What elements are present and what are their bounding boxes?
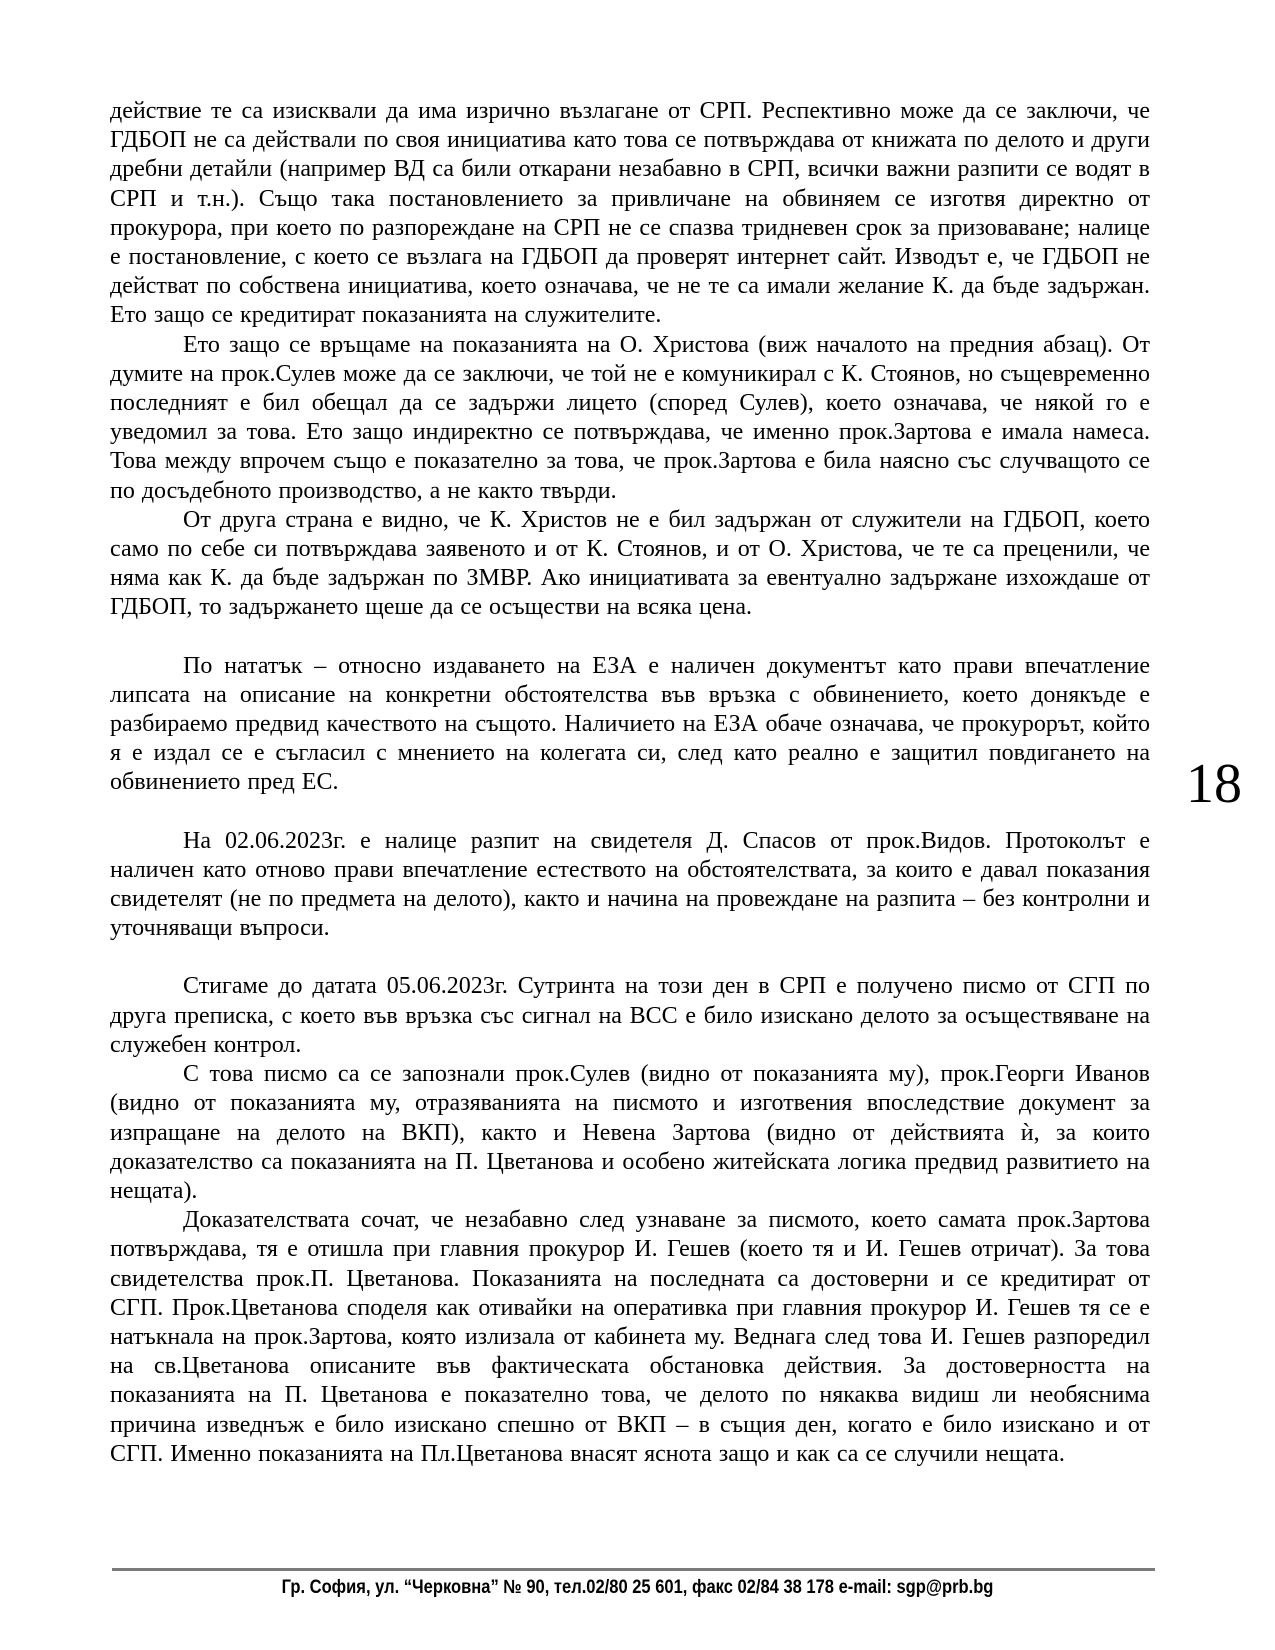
body-paragraph-5: На 02.06.2023г. е налице разпит на свидетеля Д. Спасов от прок.Видов. Протоколът е наличен като отново прави впечатление естеството на обстоятелствата, за които е давал показания свидетелят (не по предмета на делото), както и начина на провеждане на разпита – без контролни и уточняващи въпроси.: [110, 827, 1150, 942]
body-paragraph-2: Ето защо се връщаме на показанията на О. Христова (виж началото на предния абзац). От думите на прок.Сулев може да се заключи, че той не е комуникирал с К. Стоянов, но същевременно последният е бил обещал да се задържи лицето (според Сулев), което означава, че някой го е уведомил за това. Ето защо индиректно се потвърждава, че именно прок.Зартова е имала намеса. Това между впрочем също е показателно за това, че прок.Зартова е била наясно със случващото се по досъдебното производство, а не както твърди.: [110, 331, 1150, 504]
footer-divider: [112, 1568, 1155, 1571]
body-paragraph-8: Доказателствата сочат, че незабавно след узнаване за писмото, което самата прок.Зартова потвърждава, тя е отишла при главния прокурор И. Гешев (което тя и И. Гешев отричат). За това свидетелства прок.П. Цветанова. Показанията на последната са достоверни и се кредитират от СГП. Прок.Цветанова споделя как отивайки на оперативка при главния прокурор И. Гешев тя се е натъкнала на прок.Зартова, която излизала от кабинета му. Веднага след това И. Гешев разпоредил на св.Цветанова описаните във фактическата обстановка действия. За достоверността на показанията на П. Цветанова е показателно това, че делото по някаква видиш ли необяснима причина изведнъж е било изискано спешно от ВКП – в същия ден, когато е било изискано и от СГП. Именно показанията на Пл.Цветанова внасят яснота защо и как са се случили нещата.: [110, 1207, 1150, 1467]
document-body: [110, 97, 1150, 1469]
body-paragraph-6: Стигаме до датата 05.06.2023г. Сутринта на този ден в СРП е получено писмо от СГП по друга преписка, с което във връзка със сигнал на ВСС е било изискано делото за осъществяване на служебен контрол.: [110, 973, 1150, 1058]
body-paragraph-4: По нататък – относно издаването на ЕЗА е наличен документът като прави впечатление липсата на описание на конкретни обстоятелства във връзка с обвинението, което донякъде е разбираемо предвид качеството на същото. Наличието на ЕЗА обаче означава, че прокурорът, който я е издал се е съгласил с мнението на колегата си, след като реално е защитил повдигането на обвинението пред ЕС.: [110, 652, 1150, 796]
page-number: 18: [1186, 753, 1242, 815]
body-paragraph-1: действие те са изисквали да има изрично възлагане от СРП. Респективно може да се заключи, че ГДБОП не са действали по своя инициатива като това се потвърждава от книжата по делото и други дребни детайли (например ВД са били откарани незабавно в СРП, всички важни разпити се водят в СРП и т.н.). Също така постановлението за привличане на обвиняем се изготвя директно от прокурора, при което по разпореждане на СРП не се спазва тридневен срок за призоваване; налице е постановление, с което се възлага на ГДБОП да проверят интернет сайт. Изводът е, че ГДБОП не действат по собствена инициатива, което означава, че не те са имали желание К. да бъде задържан. Ето защо се кредитират показанията на служителите.: [110, 98, 1150, 329]
body-paragraph-7: С това писмо са се запознали прок.Сулев (видно от показанията му), прок.Георги Иванов (видно от показанията му, отразяванията на писмото и изготвения впоследствие документ за изпращане на делото на ВКП), както и Невена Зартова (видно от действията ѝ, за които доказателство са показанията на П. Цветанова и особено житейската логика предвид развитието на нещата).: [110, 1061, 1150, 1204]
body-paragraph-3: От друга страна е видно, че К. Христов не е бил задържан от служители на ГДБОП, което само по себе си потвърждава заявеното и от К. Стоянов, и от О. Христова, че те са преценили, че няма как К. да бъде задържан по ЗМВР. Ако инициативата за евентуално задържане изхождаше от ГДБОП, то задържането щеше да се осъществи на всяка цена.: [110, 506, 1150, 621]
footer-address: Гр. София, ул. “Черковна” № 90, тел.02/80 25 601, факс 02/84 38 178 e-mail: sgp@prb.bg: [281, 1577, 994, 1598]
